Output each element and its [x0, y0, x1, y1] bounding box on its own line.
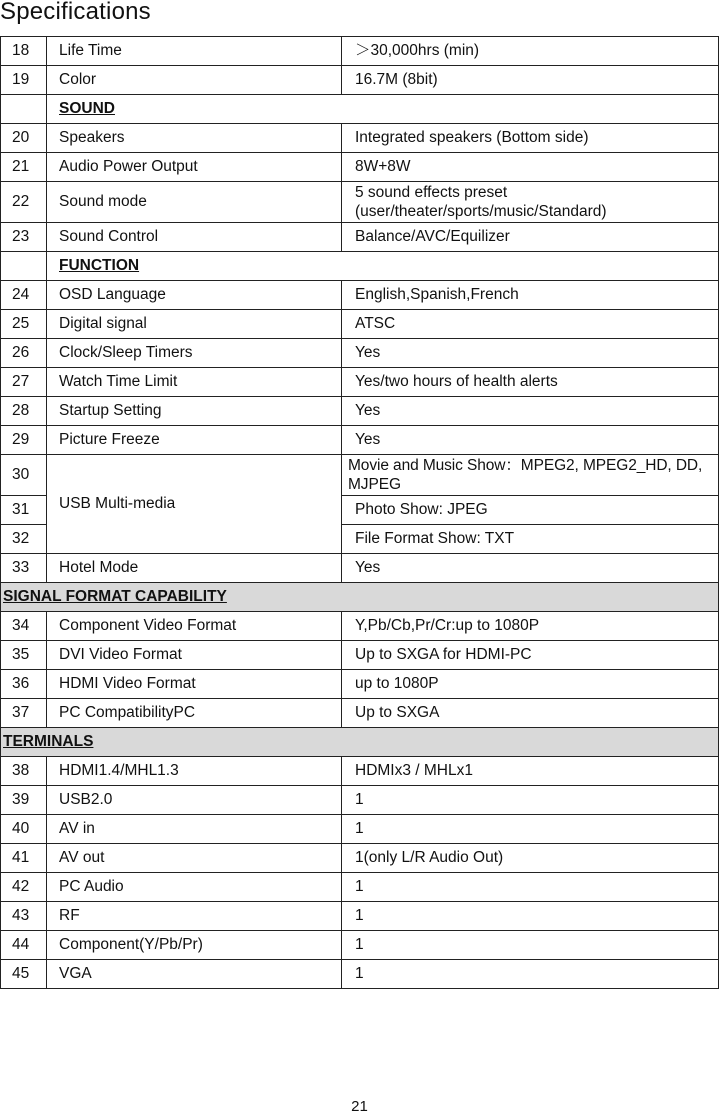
spec-value: Balance/AVC/Equilizer — [342, 223, 719, 252]
spec-item: HDMI Video Format — [47, 670, 342, 699]
row-number: 39 — [1, 786, 47, 815]
spec-value: 16.7M (8bit) — [342, 66, 719, 95]
empty-cell — [1, 95, 47, 124]
spec-item: Component(Y/Pb/Pr) — [47, 931, 342, 960]
page-title: Specifications — [0, 0, 151, 25]
specifications-table — [0, 36, 719, 989]
empty-cell — [1, 252, 47, 281]
spec-value: 1 — [342, 902, 719, 931]
table-row — [1, 699, 719, 728]
table-row — [1, 281, 719, 310]
section-header-cell — [1, 728, 719, 757]
row-number: 19 — [1, 66, 47, 95]
spec-item: Color — [47, 66, 342, 95]
table-row — [1, 124, 719, 153]
spec-value: Yes — [342, 554, 719, 583]
row-number: 38 — [1, 757, 47, 786]
table-row — [1, 37, 719, 66]
row-number: 40 — [1, 815, 47, 844]
section-header-row — [1, 252, 719, 281]
table-row — [1, 960, 719, 989]
spec-value: 1 — [342, 931, 719, 960]
table-row — [1, 397, 719, 426]
spec-item: Audio Power Output — [47, 153, 342, 182]
spec-item: PC Audio — [47, 873, 342, 902]
row-number: 44 — [1, 931, 47, 960]
row-number: 21 — [1, 153, 47, 182]
spec-item: HDMI1.4/MHL1.3 — [47, 757, 342, 786]
row-number: 37 — [1, 699, 47, 728]
spec-value: Photo Show: JPEG — [342, 496, 719, 525]
page-number: 21 — [351, 1098, 368, 1115]
spec-item: Speakers — [47, 124, 342, 153]
section-header-row — [1, 583, 719, 612]
spec-item: Picture Freeze — [47, 426, 342, 455]
table-row — [1, 873, 719, 902]
table-row — [1, 223, 719, 252]
spec-item-usb-multimedia: USB Multi-media — [47, 455, 342, 554]
row-number: 28 — [1, 397, 47, 426]
table-row — [1, 455, 719, 496]
section-header-signal-format: SIGNAL FORMAT CAPABILITY — [3, 588, 227, 605]
spec-item: RF — [47, 902, 342, 931]
row-number: 18 — [1, 37, 47, 66]
section-header-row — [1, 728, 719, 757]
row-number: 43 — [1, 902, 47, 931]
spec-value: 5 sound effects preset (user/theater/sports/music/Standard) — [342, 182, 719, 223]
table-row — [1, 757, 719, 786]
spec-value: Movie and Music Show：MPEG2, MPEG2_HD, DD, MJPEG — [342, 455, 719, 496]
section-header-terminals: TERMINALS — [3, 733, 94, 750]
spec-value: Integrated speakers (Bottom side) — [342, 124, 719, 153]
section-header-cell — [47, 252, 719, 281]
table-row — [1, 554, 719, 583]
row-number: 30 — [1, 455, 47, 496]
spec-item: Clock/Sleep Timers — [47, 339, 342, 368]
spec-value: Yes — [342, 426, 719, 455]
spec-value: Yes/two hours of health alerts — [342, 368, 719, 397]
spec-item: DVI Video Format — [47, 641, 342, 670]
row-number: 22 — [1, 182, 47, 223]
table-row — [1, 844, 719, 873]
spec-value: HDMIx3 / MHLx1 — [342, 757, 719, 786]
spec-item: OSD Language — [47, 281, 342, 310]
spec-item: PC CompatibilityPC — [47, 699, 342, 728]
spec-value: Y,Pb/Cb,Pr/Cr:up to 1080P — [342, 612, 719, 641]
table-row — [1, 612, 719, 641]
row-number: 45 — [1, 960, 47, 989]
spec-value: 8W+8W — [342, 153, 719, 182]
spec-item: Watch Time Limit — [47, 368, 342, 397]
row-number: 25 — [1, 310, 47, 339]
spec-value: Up to SXGA for HDMI-PC — [342, 641, 719, 670]
section-header-cell — [47, 95, 719, 124]
section-header-sound: SOUND — [59, 100, 115, 117]
table-row — [1, 641, 719, 670]
spec-item: Component Video Format — [47, 612, 342, 641]
section-header-function: FUNCTION — [59, 257, 140, 274]
row-number: 36 — [1, 670, 47, 699]
spec-value: ATSC — [342, 310, 719, 339]
row-number: 23 — [1, 223, 47, 252]
spec-value: Yes — [342, 339, 719, 368]
row-number: 42 — [1, 873, 47, 902]
row-number: 26 — [1, 339, 47, 368]
spec-value: 1 — [342, 815, 719, 844]
spec-value: File Format Show: TXT — [342, 525, 719, 554]
row-number: 27 — [1, 368, 47, 397]
spec-item: Sound Control — [47, 223, 342, 252]
spec-item: Life Time — [47, 37, 342, 66]
table-row — [1, 902, 719, 931]
row-number: 33 — [1, 554, 47, 583]
table-row — [1, 426, 719, 455]
spec-value: 1 — [342, 960, 719, 989]
spec-value: 1 — [342, 786, 719, 815]
row-number: 31 — [1, 496, 47, 525]
spec-value: 1(only L/R Audio Out) — [342, 844, 719, 873]
table-row — [1, 66, 719, 95]
section-header-row — [1, 95, 719, 124]
table-row — [1, 670, 719, 699]
table-row — [1, 931, 719, 960]
table-row — [1, 815, 719, 844]
spec-value: Up to SXGA — [342, 699, 719, 728]
table-row — [1, 182, 719, 223]
row-number: 24 — [1, 281, 47, 310]
spec-value: Yes — [342, 397, 719, 426]
spec-value: ＞30,000hrs (min) — [342, 37, 719, 66]
spec-item: VGA — [47, 960, 342, 989]
table-row — [1, 786, 719, 815]
spec-item: Sound mode — [47, 182, 342, 223]
row-number: 41 — [1, 844, 47, 873]
row-number: 29 — [1, 426, 47, 455]
row-number: 34 — [1, 612, 47, 641]
spec-item: Hotel Mode — [47, 554, 342, 583]
spec-value: 1 — [342, 873, 719, 902]
row-number: 32 — [1, 525, 47, 554]
table-row — [1, 310, 719, 339]
spec-item: Digital signal — [47, 310, 342, 339]
spec-item: AV out — [47, 844, 342, 873]
table-row — [1, 339, 719, 368]
spec-item: Startup Setting — [47, 397, 342, 426]
table-row — [1, 153, 719, 182]
spec-value: English,Spanish,French — [342, 281, 719, 310]
spec-value: up to 1080P — [342, 670, 719, 699]
table-row — [1, 368, 719, 397]
spec-item: AV in — [47, 815, 342, 844]
spec-item: USB2.0 — [47, 786, 342, 815]
row-number: 35 — [1, 641, 47, 670]
section-header-cell — [1, 583, 719, 612]
row-number: 20 — [1, 124, 47, 153]
